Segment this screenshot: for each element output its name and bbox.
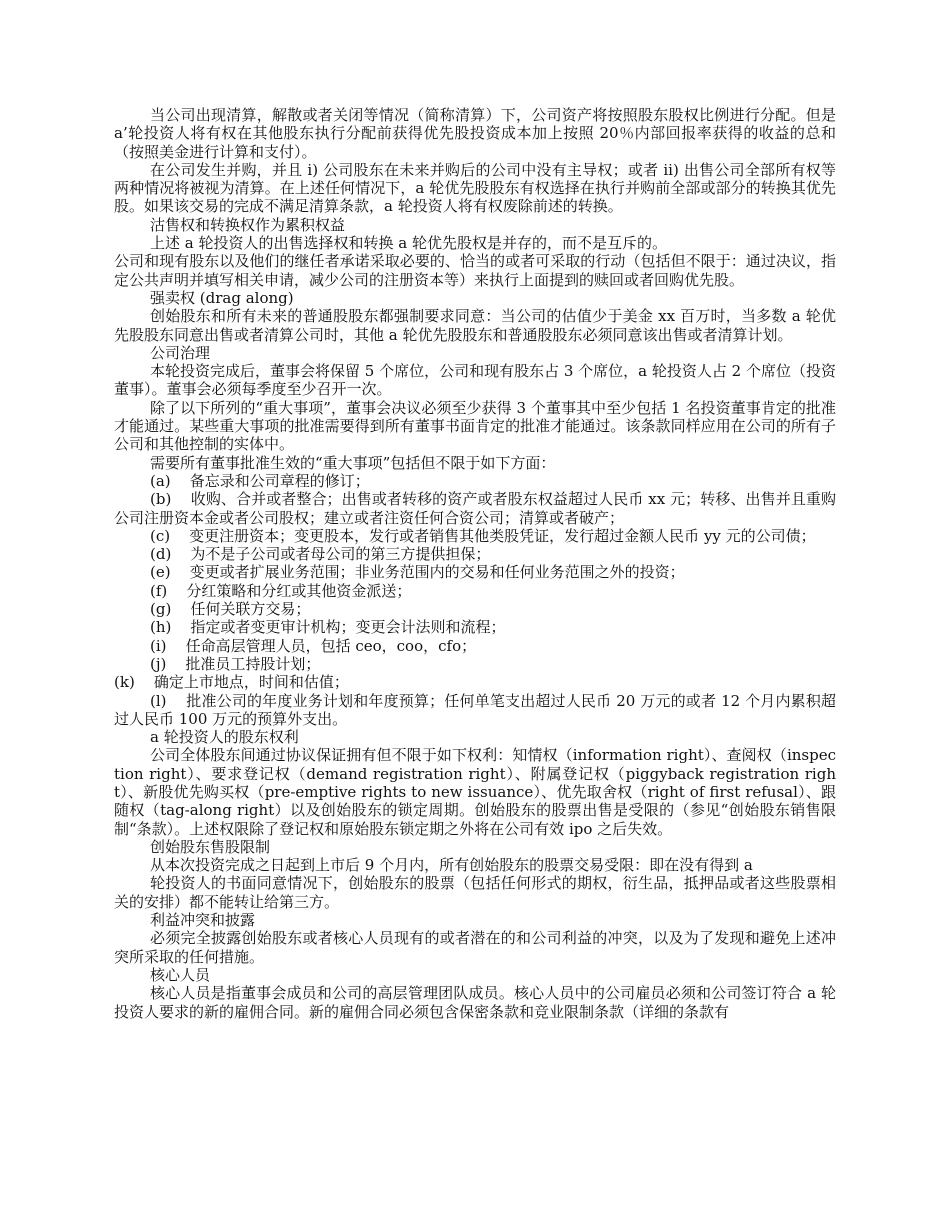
heading-key-personnel: 核心人员 bbox=[150, 965, 211, 984]
list-item-e: (e) 变更或者扩展业务范围；非业务范围内的交易和任何业务范围之外的投资； bbox=[150, 563, 685, 582]
list-item-i: (i) 任命高层管理人员，包括 ceo，coo，cfo； bbox=[150, 636, 477, 655]
list-item-k: (k) 确定上市地点，时间和估值； bbox=[114, 673, 349, 692]
document-body bbox=[114, 106, 841, 1021]
list-item-g: (g) 任何关联方交易； bbox=[150, 600, 311, 619]
list-item-d: (d) 为不是子公司或者母公司的第三方提供担保； bbox=[150, 545, 491, 564]
paragraph-board-approval: 除了以下所列的“重大事项”，董事会决议必须至少获得 3 个董事其中至少包括 1 名投资董事肯定的批准才能通过。某些重大事项的批准需要得到所有董事书面肯定的批准才能通过。该条款同样应用在公司的所有子公司和其他控制的实体中。 bbox=[114, 398, 836, 454]
list-item-j: (j) 批准员工持股计划； bbox=[150, 654, 321, 673]
paragraph-shareholder-undertaking: 公司和现有股东以及他们的继任者承诺采取必要的、恰当的或者可采取的行动（包括但不限于：通过决议，指定公共声明并填写相关申请，减少公司的注册资本等）来执行上面提到的赎回或者回购优先股。 bbox=[114, 252, 836, 289]
paragraph-liquidation-distribution: 当公司出现清算，解散或者关闭等情况（简称清算）下，公司资产将按照股东股权比例进行分配。但是 a’轮投资人将有权在其他股东执行分配前获得优先股投资成本加上按照 20％内部回报率获得的收益的总和（按照美金进行计算和支付）。 bbox=[114, 106, 841, 161]
paragraph-cumulative-rights: 上述 a 轮投资人的出售选择权和转换 a 轮优先股权是并存的，而不是互斥的。 bbox=[150, 234, 667, 253]
list-item-l: (l) 批准公司的年度业务计划和年度预算；任何单笔支出超过人民币 20 万元的或者 12 个月内累积超过人民币 100 万元的预算外支出。 bbox=[114, 691, 836, 728]
list-item-b: (b) 收购、合并或者整合；出售或者转移的资产或者股东权益超过人民币 xx 元；转移、出售并且重购公司注册资本金或者公司股权；建立或者注资任何合资公司；清算或者破产； bbox=[114, 490, 836, 527]
heading-corporate-governance: 公司治理 bbox=[150, 343, 211, 362]
paragraph-key-personnel: 核心人员是指董事会成员和公司的高层管理团队成员。核心人员中的公司雇员必须和公司签订符合 a 轮投资人要求的新的雇佣合同。新的雇佣合同必须包含保密条款和竞业限制条款（详细的条款有 bbox=[114, 984, 836, 1021]
list-item-f: (f) 分红策略和分红或其他资金派送； bbox=[150, 581, 412, 600]
heading-founder-sale-restriction: 创始股东售股限制 bbox=[150, 837, 271, 856]
paragraph-investor-rights: 公司全体股东间通过协议保证拥有但不限于如下权利：知情权（information right）、查阅权（inspection right）、要求登记权（demand registration right）、附属登记权（piggyback registration right）、新股优先购买权（pre-emptive rights to new issuance）、优先取舍权（right of first refusal）、跟随权（tag-along right）以及创始股东的锁定周期。创始股东的股票出售是受限的（参见“创始股东销售限制“条款）。上述权限除了登记权和原始股东锁定期之外将在公司有效 ipo 之后失效。 bbox=[114, 746, 836, 838]
paragraph-founder-sale-restriction-1: 从本次投资完成之日起到上市后 9 个月内，所有创始股东的股票交易受限：即在没有得到 a bbox=[150, 856, 753, 875]
list-item-c: (c) 变更注册资本；变更股本，发行或者销售其他类股凭证，发行超过金额人民币 yy 元的公司债； bbox=[150, 526, 816, 545]
list-item-h: (h) 指定或者变更审计机构；变更会计法则和流程； bbox=[150, 618, 506, 637]
paragraph-founder-sale-restriction-2: 轮投资人的书面同意情况下，创始股东的股票（包括任何形式的期权，衍生品，抵押品或者这些股票相关的安排）都不能转让给第三方。 bbox=[114, 874, 836, 911]
paragraph-drag-along: 创始股东和所有未来的普通股股东都强制要求同意：当公司的估值少于美金 xx 百万时，当多数 a 轮优先股股东同意出售或者清算公司时，其他 a 轮优先股股东和普通股股东必须同意该出售或者清算计划。 bbox=[114, 307, 836, 344]
paragraph-major-matters-intro: 需要所有董事批准生效的“重大事项”包括但不限于如下方面： bbox=[150, 453, 556, 472]
heading-investor-rights: a 轮投资人的股东权利 bbox=[150, 728, 299, 747]
paragraph-merger-deemed-liquidation: 在公司发生并购，并且 i) 公司股东在未来并购后的公司中没有主导权；或者 ii) 出售公司全部所有权等两种情况将被视为清算。在上述任何情况下，a 轮优先股股东有权选择在执行并购前全部或部分的转换其优先股。如果该交易的完成不满足清算条款，a 轮投资人将有权废除前述的转换。 bbox=[114, 160, 836, 216]
heading-conflict-of-interest: 利益冲突和披露 bbox=[150, 911, 256, 930]
paragraph-conflict-of-interest: 必须完全披露创始股东或者核心人员现有的或者潜在的和公司利益的冲突，以及为了发现和避免上述冲突所采取的任何措施。 bbox=[114, 929, 836, 966]
list-item-a: (a) 备忘录和公司章程的修订； bbox=[150, 471, 370, 490]
paragraph-board-seats: 本轮投资完成后，董事会将保留 5 个席位，公司和现有股东占 3 个席位，a 轮投资人占 2 个席位（投资董事）。董事会必须每季度至少召开一次。 bbox=[114, 362, 836, 399]
heading-drag-along: 强卖权 (drag along) bbox=[150, 288, 294, 307]
heading-cumulative-rights: 沽售权和转换权作为累积权益 bbox=[150, 215, 346, 234]
